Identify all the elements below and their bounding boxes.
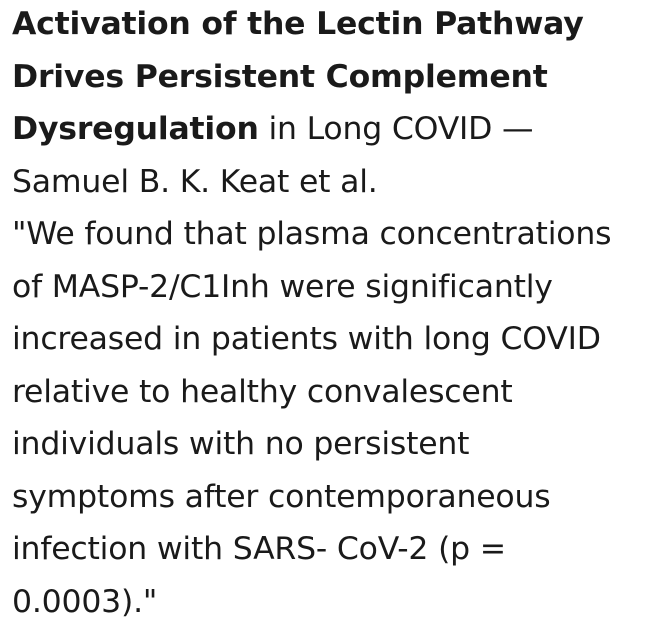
- article-title-part-2: Drives Persistent Complement: [12, 59, 548, 95]
- quote-line: individuals with no persistent: [12, 418, 646, 471]
- condition-label: in Long COVID —: [259, 111, 534, 147]
- title-line-3: [12, 103, 646, 156]
- quote-line: of MASP-2/C1Inh were significantly: [12, 261, 646, 314]
- quote-line: infection with SARS- CoV-2 (p =: [12, 523, 646, 576]
- author-line: Samuel B. K. Keat et al.: [12, 156, 646, 209]
- title-line-1: [12, 0, 646, 51]
- quote-line: "We found that plasma concentrations: [12, 208, 646, 261]
- article-title-part-3: Dysregulation: [12, 111, 259, 147]
- title-line-2: [12, 51, 646, 104]
- quote-line: symptoms after contemporaneous: [12, 471, 646, 524]
- quote-line: 0.0003).": [12, 576, 646, 628]
- quote-line: increased in patients with long COVID: [12, 313, 646, 366]
- quote-line: relative to healthy convalescent: [12, 366, 646, 419]
- article-title-part-1: Activation of the Lectin Pathway: [12, 6, 584, 42]
